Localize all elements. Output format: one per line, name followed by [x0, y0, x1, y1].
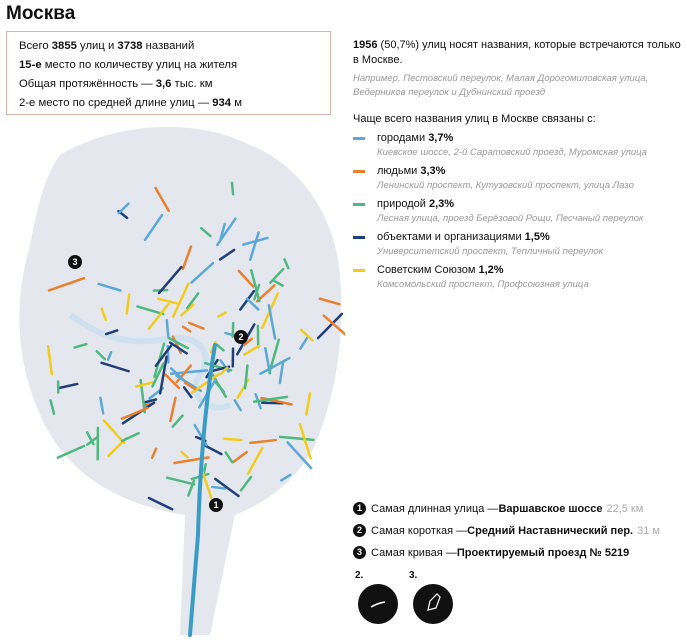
record-shortest: 2 Самая короткая — Средний Наставнический пер. 31 м [353, 524, 660, 537]
shortest-street-shape [358, 584, 398, 624]
legend [353, 131, 683, 292]
legend-swatch [353, 137, 365, 140]
legend-label: природой [377, 198, 426, 210]
legend-examples: Киевское шоссе, 2-й Саратовский проезд, Муромская улица [377, 147, 647, 158]
shape-label-3: 3. [409, 570, 418, 581]
record-longest: 1 Самая длинная улица — Варшавское шоссе 22,5 км [353, 502, 643, 515]
legend-label: людьми [377, 165, 418, 177]
legend-swatch [353, 236, 365, 239]
legend-label: городами [377, 132, 426, 144]
legend-item [353, 197, 683, 226]
legend-examples: Университетский проспект, Тепличный переулок [377, 246, 604, 257]
legend-label: Советским Союзом [377, 264, 476, 276]
unique-examples: Например, Пестовский переулок, Малая Дорогомиловская улица, Ведерников переулок и Дубнинский проезд [353, 73, 649, 98]
legend-percent: 3,7% [428, 132, 454, 144]
legend-examples: Комсомольский проспект, Профсоюзная улица [377, 279, 589, 290]
legend-percent: 1,5% [524, 231, 550, 243]
stat-rank: 15-е место по количеству улиц на жителя [19, 59, 238, 71]
legend-heading: Чаще всего названия улиц в Москве связаны с: [353, 113, 596, 125]
stat-streets: Всего 3855 улиц и 3738 названий [19, 40, 195, 52]
marker-1[interactable]: 1 [209, 498, 223, 512]
legend-percent: 1,2% [478, 264, 504, 276]
moscow-street-map [0, 115, 345, 640]
record-curviest: 3 Самая кривая — Проектируемый проезд № 5219 [353, 546, 629, 559]
shape-label-2: 2. [355, 570, 364, 581]
street-segment [212, 487, 225, 489]
legend-percent: 3,3% [420, 165, 446, 177]
unique-names-text: 1956 (50,7%) улиц носят названия, которые встречаются только в Москве. [353, 39, 681, 66]
curviest-street-shape [413, 584, 453, 624]
legend-item [353, 131, 683, 160]
stat-avg-length: 2-е место по средней длине улиц — 934 м [19, 97, 242, 109]
marker-3[interactable]: 3 [68, 255, 82, 269]
stat-length: Общая протяжённость — 3,6 тыс. км [19, 78, 213, 90]
city-area [19, 127, 341, 635]
right-column [353, 38, 683, 296]
legend-item [353, 230, 683, 259]
legend-examples: Ленинский проспект, Кутузовский проспект, улица Лазо [377, 180, 634, 191]
page-title: Москва [6, 3, 76, 24]
legend-examples: Лесная улица, проезд Берёзовой Рощи, Песчаный переулок [377, 213, 644, 224]
legend-item [353, 263, 683, 292]
legend-swatch [353, 170, 365, 173]
street-segment [167, 320, 168, 336]
street-segment [232, 183, 233, 194]
marker-2[interactable]: 2 [234, 330, 248, 344]
legend-swatch [353, 269, 365, 272]
street-segment [224, 439, 241, 440]
legend-percent: 2,3% [428, 198, 455, 210]
legend-item [353, 164, 683, 193]
legend-swatch [353, 203, 365, 206]
stats-box [6, 31, 331, 115]
legend-label: объектами и организациями [377, 231, 522, 243]
